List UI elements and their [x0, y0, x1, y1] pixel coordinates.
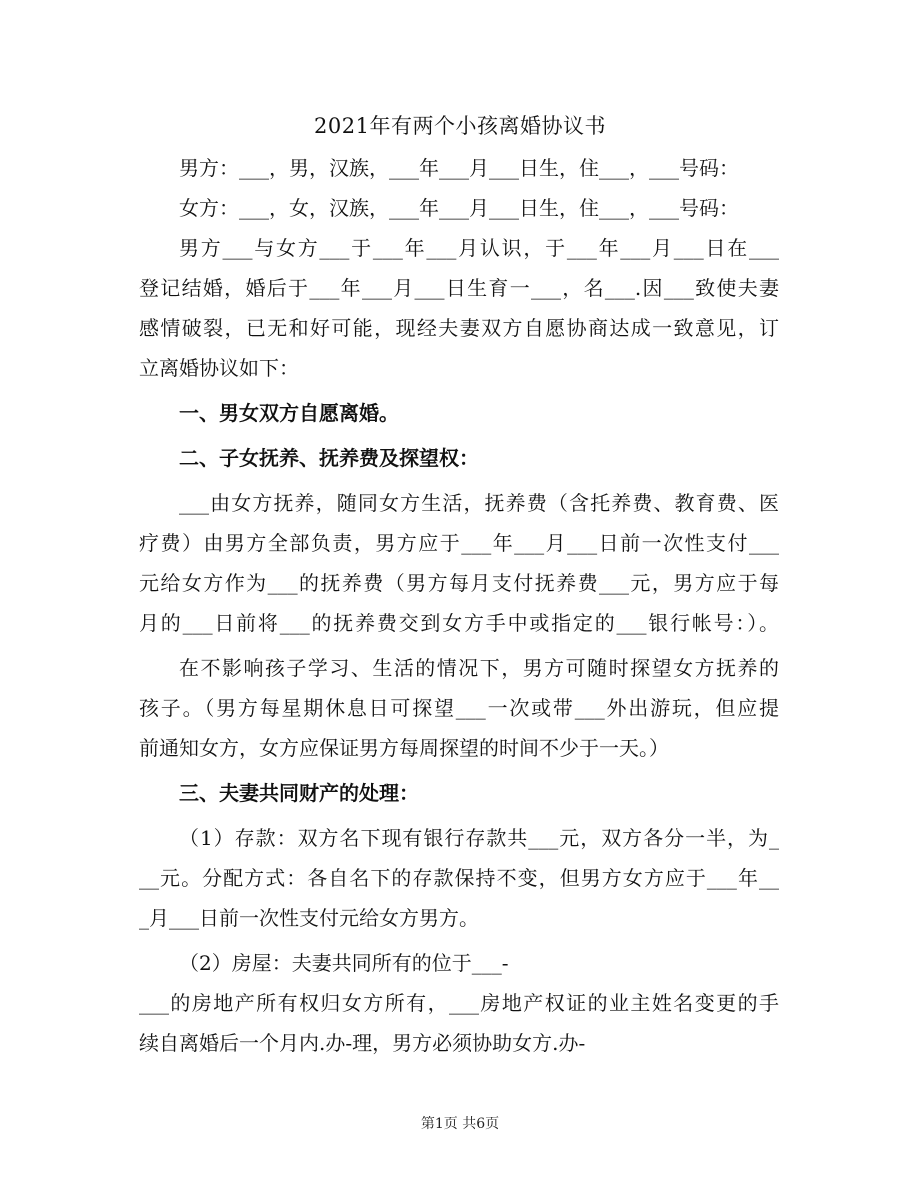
- document-title: 2021年有两个小孩离婚协议书: [314, 114, 606, 138]
- document-body: [139, 148, 779, 1063]
- paragraph-line: （1）存款：双方名下现有银行存款共___元，双方各分一半，为_: [179, 826, 779, 850]
- paragraph-line: 男方：___，男，汉族，___年___月___日生，住___，___号码：: [179, 156, 739, 180]
- paragraph-line: ___的房地产所有权归女方所有，___房地产权证的业主姓名变更的手: [139, 991, 779, 1015]
- paragraph-line: 立离婚协议如下：: [139, 356, 299, 380]
- paragraph-line: 在不影响孩子学习、生活的情况下，男方可随时探望女方抚养的: [179, 656, 779, 680]
- section-heading: 三、夫妻共同财产的处理：: [179, 781, 419, 805]
- paragraph-line: 登记结婚，婚后于___年___月___日生育一___，名___.因___致使夫妻: [139, 276, 779, 300]
- paragraph-line: _月___日前一次性支付元给女方男方。: [139, 906, 479, 930]
- paragraph-line: 续自离婚后一个月内.办-理，男方必须协助女方.办-: [139, 1031, 586, 1055]
- paragraph-line: 感情破裂，已无和好可能，现经夫妻双方自愿协商达成一致意见，订: [139, 316, 779, 340]
- paragraph-line: 元给女方作为___的抚养费（男方每月支付抚养费___元，男方应于每: [139, 571, 779, 595]
- paragraph-line: （2）房屋：夫妻共同所有的位于___-: [179, 951, 509, 975]
- section-heading: 二、子女抚养、抚养费及探望权：: [179, 446, 479, 470]
- paragraph-line: __元。分配方式：各自名下的存款保持不变，但男方女方应于___年__: [139, 866, 779, 890]
- paragraph-line: 前通知女方，女方应保证男方每周探望的时间不少于一天。）: [139, 736, 669, 760]
- paragraph-line: 女方：___，女，汉族，___年___月___日生，住___，___号码：: [179, 196, 739, 220]
- page-number-footer: 第1页 共6页: [420, 1116, 500, 1132]
- paragraph-line: 月的___日前将___的抚养费交到女方手中或指定的___银行帐号：）。: [139, 611, 779, 635]
- section-heading: 一、男女双方自愿离婚。: [179, 401, 399, 425]
- paragraph-line: ___由女方抚养，随同女方生活，抚养费（含托养费、教育费、医: [179, 491, 779, 515]
- paragraph-line: 男方___与女方___于___年___月认识，于___年___月___日在___: [179, 236, 779, 260]
- paragraph-line: 疗费）由男方全部负责，男方应于___年___月___日前一次性支付___: [139, 531, 779, 555]
- paragraph-line: 孩子。（男方每星期休息日可探望___一次或带___外出游玩，但应提: [139, 696, 779, 720]
